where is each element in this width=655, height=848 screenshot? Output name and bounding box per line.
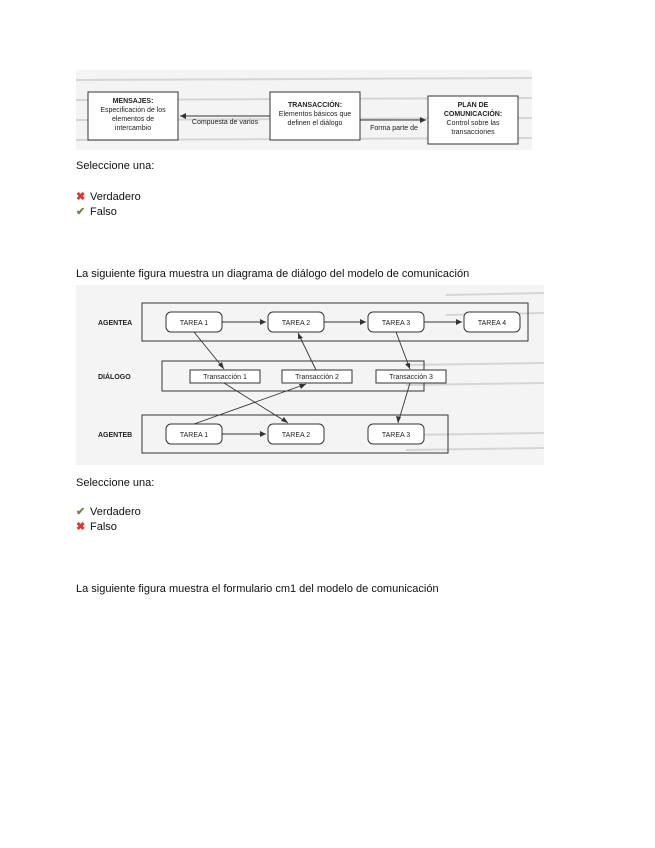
q2-option-verdadero[interactable] bbox=[76, 505, 141, 519]
arrow-label-compuesta: Compuesta de varios bbox=[191, 119, 259, 126]
plan-line-4: transacciones bbox=[451, 129, 495, 136]
row-label-dialogo: DIÁLOGO bbox=[98, 374, 131, 381]
agenteb-tarea-2-label: TAREA 2 bbox=[281, 432, 311, 439]
q1-option-falso-label: Falso bbox=[90, 206, 117, 218]
agentea-tarea-3-label: TAREA 3 bbox=[381, 320, 411, 327]
agentea-tarea-2-label: TAREA 2 bbox=[281, 320, 311, 327]
mensajes-line-2: Especificación de los bbox=[100, 107, 166, 114]
dialog-diagram-svg bbox=[76, 285, 544, 465]
mensajes-line-4: intercambio bbox=[114, 125, 152, 132]
plan-line-1: PLAN DE bbox=[457, 102, 489, 109]
arrow-label-forma: Forma parte de bbox=[370, 125, 418, 132]
q2-prompt: Seleccione una: bbox=[76, 477, 155, 489]
check-icon: ✔ bbox=[76, 206, 86, 218]
agenteb-tarea-3-label: TAREA 3 bbox=[381, 432, 411, 439]
agentea-tarea-1-label: TAREA 1 bbox=[179, 320, 209, 327]
q1-option-verdadero-label: Verdadero bbox=[90, 191, 141, 203]
transaccion-line-1: TRANSACCIÓN: bbox=[287, 102, 343, 109]
transaccion-2-label: Transacción 2 bbox=[295, 374, 339, 381]
transaction-diagram-svg bbox=[76, 70, 532, 150]
cross-icon: ✖ bbox=[76, 191, 86, 203]
q1-option-falso[interactable] bbox=[76, 205, 117, 219]
transaccion-line-3: definen el diálogo bbox=[287, 120, 343, 127]
check-icon: ✔ bbox=[76, 506, 86, 518]
mensajes-line-3: elementos de bbox=[111, 116, 155, 123]
q1-option-verdadero[interactable] bbox=[76, 190, 141, 204]
q2-option-verdadero-label: Verdadero bbox=[90, 506, 141, 518]
row-label-agenteb: AGENTEB bbox=[98, 432, 133, 439]
q2-statement: La siguiente figura muestra un diagrama de diálogo del modelo de comunicación bbox=[76, 268, 470, 280]
figure-transaction-diagram bbox=[76, 70, 532, 150]
figure-dialog-diagram bbox=[76, 285, 544, 465]
plan-line-3: Control sobre las bbox=[446, 120, 500, 127]
q1-prompt: Seleccione una: bbox=[76, 160, 155, 172]
plan-line-2: COMUNICACIÓN: bbox=[443, 111, 503, 118]
mensajes-line-1: MENSAJES: bbox=[112, 98, 154, 105]
q2-option-falso-label: Falso bbox=[90, 521, 117, 533]
transaccion-1-label: Transacción 1 bbox=[203, 374, 247, 381]
cross-icon: ✖ bbox=[76, 521, 86, 533]
transaccion-line-2: Elementos básicos que bbox=[278, 111, 352, 118]
row-label-agentea: AGENTEA bbox=[98, 320, 133, 327]
q2-option-falso[interactable] bbox=[76, 520, 117, 534]
q3-statement: La siguiente figura muestra el formulario cm1 del modelo de comunicación bbox=[76, 583, 439, 595]
agentea-tarea-4-label: TAREA 4 bbox=[477, 320, 507, 327]
agenteb-tarea-1-label: TAREA 1 bbox=[179, 432, 209, 439]
transaccion-3-label: Transacción 3 bbox=[389, 374, 433, 381]
